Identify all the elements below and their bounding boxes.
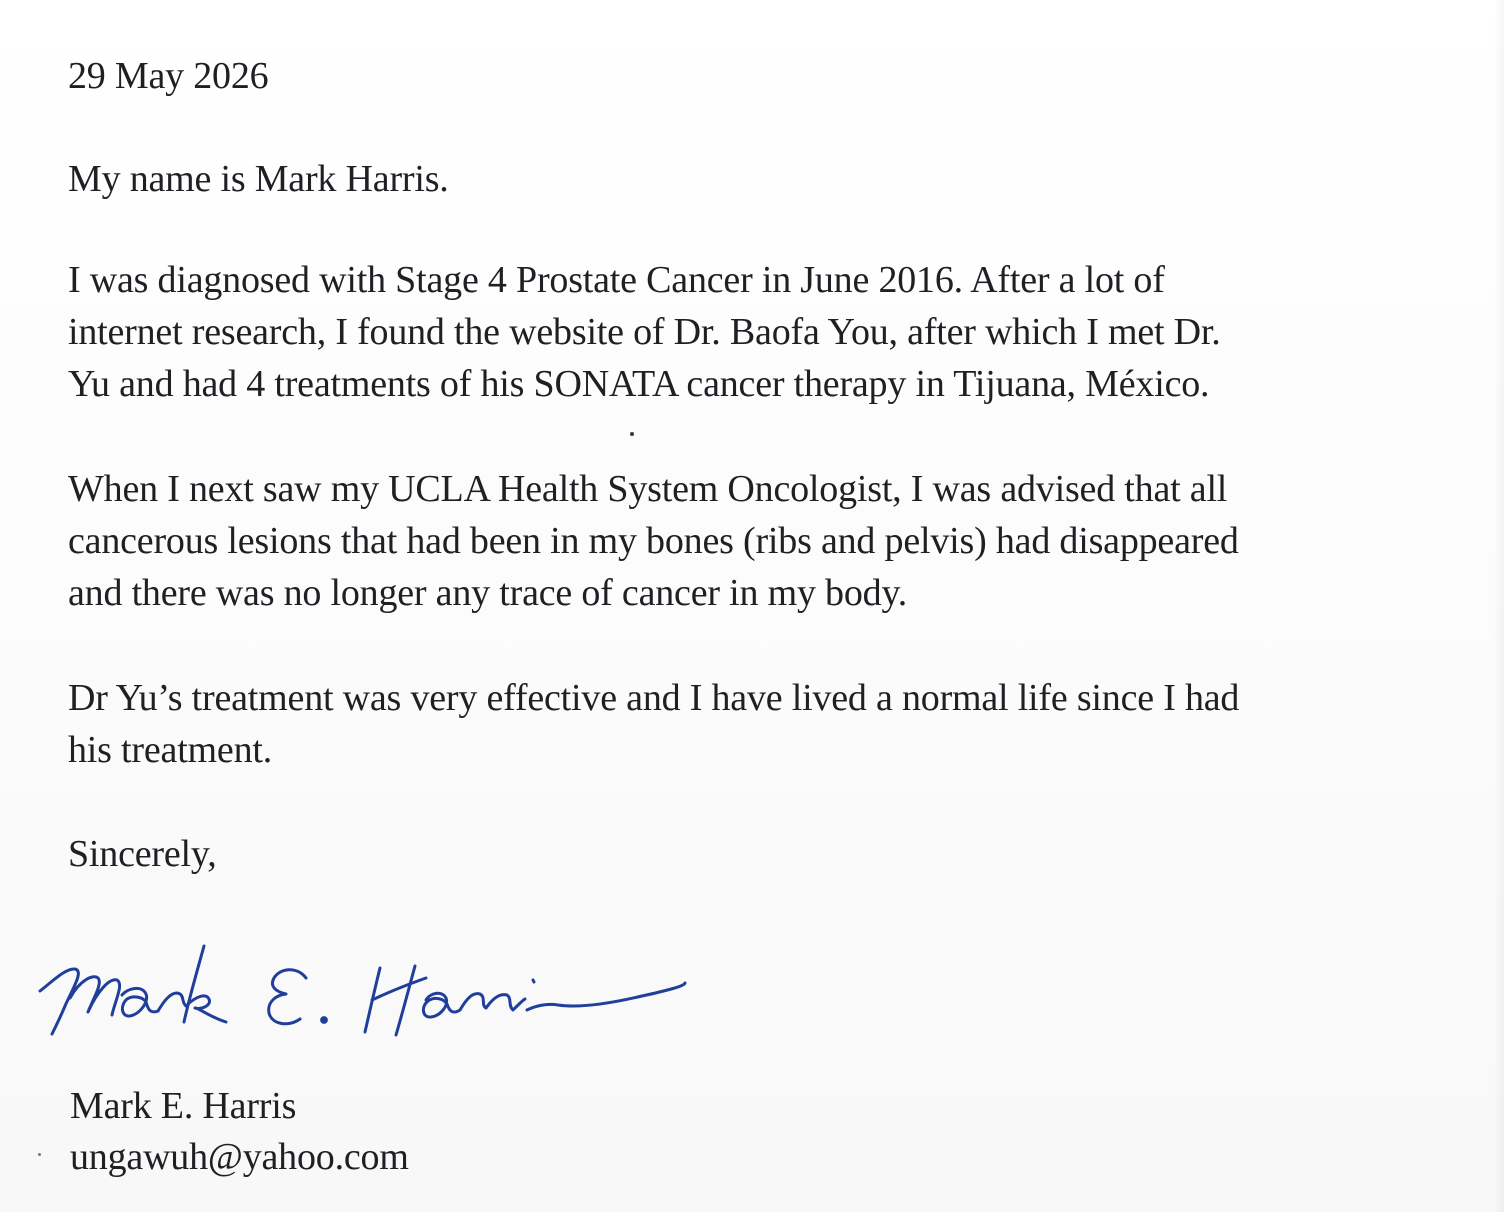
- closing-salutation: Sincerely,: [68, 833, 217, 875]
- paragraph-outcome: [68, 672, 1239, 776]
- paragraph-diagnosis: [68, 254, 1221, 410]
- paragraph-line: cancerous lesions that had been in my bones (ribs and pelvis) had disappeared: [68, 520, 1239, 562]
- paragraph-line: internet research, I found the website of Dr. Baofa You, after which I met Dr.: [68, 311, 1221, 353]
- paragraph-oncologist: [68, 463, 1239, 619]
- signature-strokes: [40, 946, 685, 1035]
- page-edge-shadow: [1494, 0, 1504, 1212]
- handwritten-signature: [30, 938, 700, 1048]
- paragraph-line: and there was no longer any trace of cancer in my body.: [68, 572, 908, 614]
- typed-signatory-name: Mark E. Harris: [70, 1085, 297, 1127]
- paragraph-line: his treatment.: [68, 729, 273, 771]
- paper-speck: [630, 432, 634, 436]
- paragraph-line: When I next saw my UCLA Health System Oncologist, I was advised that all: [68, 468, 1228, 510]
- signatory-email: ungawuh@yahoo.com: [70, 1136, 409, 1178]
- paragraph-line: I was diagnosed with Stage 4 Prostate Cancer in June 2016. After a lot of: [68, 259, 1165, 301]
- paragraph-line: Yu and had 4 treatments of his SONATA cancer therapy in Tijuana, México.: [68, 363, 1210, 405]
- paragraph-line: Dr Yu’s treatment was very effective and I have lived a normal life since I had: [68, 677, 1240, 719]
- paper-speck: [38, 1153, 41, 1156]
- intro-sentence: My name is Mark Harris.: [68, 158, 449, 200]
- letter-date: 29 May 2026: [68, 55, 269, 97]
